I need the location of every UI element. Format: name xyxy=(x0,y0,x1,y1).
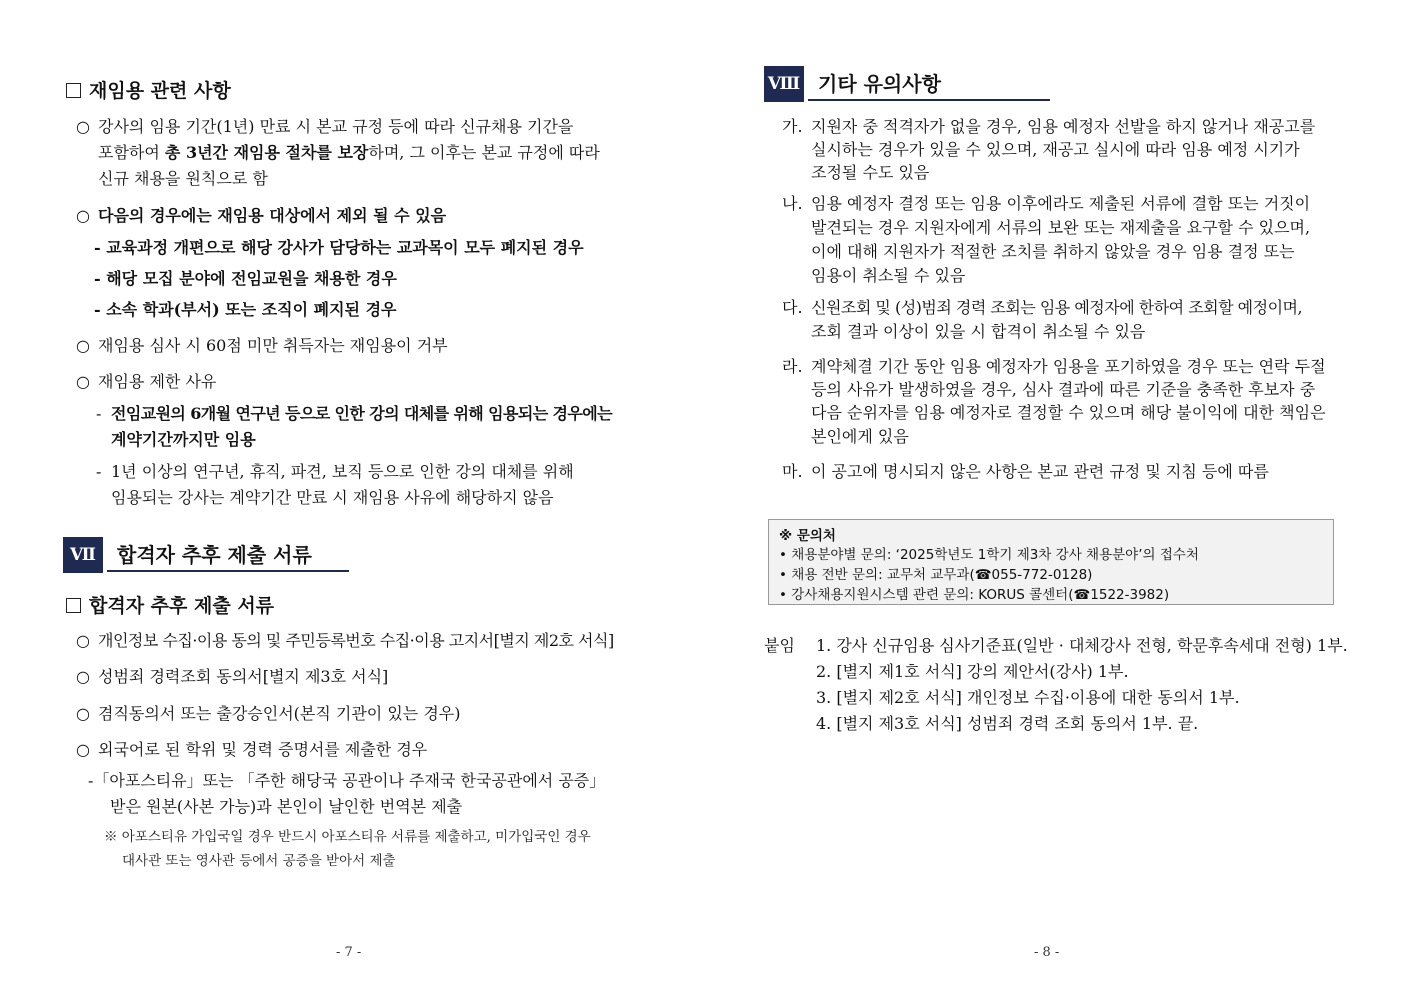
item-mark: 다. xyxy=(782,298,803,317)
item-mark: 라. xyxy=(782,357,803,376)
circle-bullet-icon: ○ xyxy=(76,117,90,136)
section8-title: 기타 유의사항 xyxy=(818,72,941,96)
item-line: 이에 대해 지원자가 적절한 조치를 취하지 않았을 경우 임용 결정 또는 xyxy=(811,242,1295,261)
doc-item: 외국어로 된 학위 및 경력 증명서를 제출한 경우 xyxy=(98,740,428,759)
item-line: 다음 순위자를 임용 예정자로 결정할 수 있으며 해당 불이익에 대한 책임은 xyxy=(811,403,1326,422)
item-line: 조회 결과 이상이 있을 시 합격이 취소될 수 있음 xyxy=(811,322,1146,341)
section8-underline xyxy=(808,99,1050,101)
square-bullet-icon xyxy=(66,598,81,613)
section7-title: 합격자 추후 제출 서류 xyxy=(117,543,312,567)
item-line: 계약체결 기간 동안 임용 예정자가 임용을 포기하였을 경우 또는 연락 두절 xyxy=(811,357,1326,376)
attachment-label: 붙임 xyxy=(764,636,795,655)
circle-bullet-icon: ○ xyxy=(76,631,90,650)
item-line: 임용이 취소될 수 있음 xyxy=(811,266,966,285)
doc-item: 개인정보 수집·이용 동의 및 주민등록번호 수집·이용 고지서[별지 제2호 서식] xyxy=(98,631,614,650)
bullet2-text: 다음의 경우에는 재임용 대상에서 제외 될 수 있음 xyxy=(98,206,447,225)
item-line: 등의 사유가 발생하였을 경우, 심사 결과에 따른 기준을 충족한 후보자 중 xyxy=(811,380,1316,399)
dash-mark: - xyxy=(96,404,102,423)
section7-header xyxy=(63,537,353,573)
item-line: 임용 예정자 결정 또는 임용 이후에라도 제출된 서류에 결함 또는 거짓이 xyxy=(811,194,1311,213)
section7-underline xyxy=(107,570,349,572)
circle-bullet-icon: ○ xyxy=(76,206,90,225)
inquiry-box xyxy=(768,519,1334,605)
page-number: - 7 - xyxy=(336,945,362,960)
bullet2-item: - 교육과정 개편으로 해당 강사가 담당하는 교과목이 모두 폐지된 경우 xyxy=(94,238,584,257)
attachment-item: 3. [별지 제2호 서식] 개인정보 수집·이용에 대한 동의서 1부. xyxy=(816,688,1240,707)
item-line: 지원자 중 적격자가 없을 경우, 임용 예정자 선발을 하지 않거나 재공고를 xyxy=(811,117,1316,136)
circle-bullet-icon: ○ xyxy=(76,667,90,686)
bullet4-item1-line1: 전임교원의 6개월 연구년 등으로 인한 강의 대체를 위해 임용되는 경우에는 xyxy=(111,404,612,423)
circle-bullet-icon: ○ xyxy=(76,372,90,391)
doc-item: 성범죄 경력조회 동의서[별지 제3호 서식] xyxy=(98,667,389,686)
bullet4-text: 재임용 제한 사유 xyxy=(98,372,217,391)
item-line: 조정될 수도 있음 xyxy=(811,163,930,182)
doc-note-line1: ※ 아포스티유 가입국일 경우 반드시 아포스티유 서류를 제출하고, 미가입국인 경우 xyxy=(104,829,591,845)
attachment-item: 2. [별지 제1호 서식] 강의 제안서(강사) 1부. xyxy=(816,662,1129,681)
inquiry-line: • 강사채용지원시스템 관련 문의: KORUS 콜센터(☎1522-3982) xyxy=(779,587,1170,603)
bullet2-item: - 소속 학과(부서) 또는 조직이 폐지된 경우 xyxy=(94,300,397,319)
section8-number: Ⅷ xyxy=(764,66,804,102)
inquiry-title: ※ 문의처 xyxy=(779,528,836,544)
bullet4-item2-line1: 1년 이상의 연구년, 휴직, 파견, 보직 등으로 인한 강의 대체를 위해 xyxy=(111,462,574,481)
doc-sub-line1: -「아포스티유」또는 「주한 해당국 공관이나 주재국 한국공관에서 공증」 xyxy=(88,771,606,790)
doc-note-line2: 대사관 또는 영사관 등에서 공증을 받아서 제출 xyxy=(122,853,396,869)
item-line: 신원조회 및 (성)범죄 경력 조회는 임용 예정자에 한하여 조회할 예정이며, xyxy=(811,298,1303,317)
attachment-item: 1. 강사 신규임용 심사기준표(일반 · 대체강사 전형, 학문후속세대 전형) 1부. xyxy=(816,636,1348,655)
docs-heading: 합격자 추후 제출 서류 xyxy=(66,591,274,618)
item-mark: 가. xyxy=(782,117,803,136)
item-line: 본인에게 있음 xyxy=(811,427,909,446)
item-line: 발견되는 경우 지원자에게 서류의 보완 또는 재제출을 요구할 수 있으며, xyxy=(811,218,1311,237)
bullet3-text: 재임용 심사 시 60점 미만 취득자는 재임용이 거부 xyxy=(98,336,448,355)
section8-header xyxy=(764,66,1054,102)
doc-item: 겸직동의서 또는 출강승인서(본직 기관이 있는 경우) xyxy=(98,704,461,723)
circle-bullet-icon: ○ xyxy=(76,336,90,355)
item-line: 이 공고에 명시되지 않은 사항은 본교 관련 규정 및 지침 등에 따름 xyxy=(811,462,1269,481)
bullet1-line2: 포함하여 총 3년간 재임용 절차를 보장하며, 그 이후는 본교 규정에 따라 xyxy=(98,143,600,162)
bullet2-item: - 해당 모집 분야에 전임교원을 채용한 경우 xyxy=(94,269,397,288)
bullet1-bold: 총 3년간 재임용 절차를 보장 xyxy=(164,143,369,162)
doc-sub-line2: 받은 원본(사본 가능)과 본인이 날인한 번역본 제출 xyxy=(110,797,463,816)
reappointment-heading: 재임용 관련 사항 xyxy=(66,76,231,103)
circle-bullet-icon: ○ xyxy=(76,704,90,723)
dash-mark: - xyxy=(96,462,102,481)
inquiry-line: • 채용 전반 문의: 교무처 교무과(☎055-772-0128) xyxy=(779,567,1093,583)
item-mark: 마. xyxy=(782,462,803,481)
item-mark: 나. xyxy=(782,194,803,213)
page-number: - 8 - xyxy=(1034,945,1060,960)
item-line: 실시하는 경우가 있을 수 있으며, 재공고 실시에 따라 임용 예정 시기가 xyxy=(811,140,1300,159)
section7-number: Ⅶ xyxy=(63,537,103,573)
bullet4-item2-line2: 임용되는 강사는 계약기간 만료 시 재임용 사유에 해당하지 않음 xyxy=(111,488,554,507)
attachment-item: 4. [별지 제3호 서식] 성범죄 경력 조회 동의서 1부. 끝. xyxy=(816,714,1199,733)
inquiry-line: • 채용분야별 문의: ‘2025학년도 1학기 제3차 강사 채용분야’의 접수처 xyxy=(779,547,1199,563)
bullet4-item1-line2: 계약기간까지만 임용 xyxy=(111,430,256,449)
square-bullet-icon xyxy=(66,83,81,98)
bullet1-line1: 강사의 임용 기간(1년) 만료 시 본교 규정 등에 따라 신규채용 기간을 xyxy=(98,117,574,136)
bullet1-line3: 신규 채용을 원칙으로 함 xyxy=(98,169,268,188)
circle-bullet-icon: ○ xyxy=(76,740,90,759)
